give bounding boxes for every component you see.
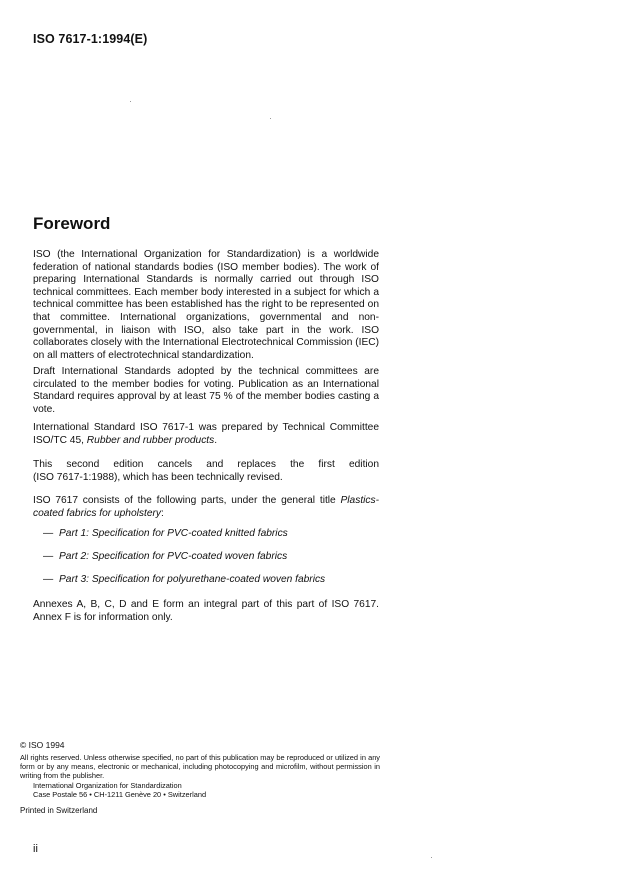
part-title: Part 2: Specification for PVC-coated woven fabrics — [59, 551, 288, 562]
paragraph-parts-intro — [33, 495, 379, 520]
scan-speck — [270, 118, 271, 119]
publisher-address — [33, 781, 393, 799]
general-title: Plastics-coated fabrics for upholstery — [33, 495, 379, 519]
dash-bullet: — — [43, 551, 54, 562]
copyright-notice: © ISO 1994 — [20, 740, 65, 750]
page-number: ii — [33, 843, 38, 855]
paragraph-text: ISO 7617 consists of the following parts, under the general title — [33, 495, 341, 506]
dash-bullet: — — [43, 528, 54, 539]
printed-in: Printed in Switzerland — [20, 806, 98, 815]
committee-title: Rubber and rubber products — [86, 434, 215, 446]
scan-speck — [130, 101, 131, 102]
paragraph-text: . — [214, 434, 218, 446]
paragraph-edition-line1: This second edition cancels and replaces the first edition — [33, 459, 379, 470]
paragraph-prepared-by — [33, 422, 379, 447]
paragraph-iso-intro: ISO (the International Organization for Standardization) is a worldwide federation of national standards bodies (ISO member bodies). The work of preparing International Standards is normally carried out through ISO technical committees. Each member body interested in a subject for which a technical committee has been established has the right to be represented on that committee. International organizations, governmental and non-governmental, in liaison with ISO, also take part in the work. ISO collaborates closely with the International Electrotechnical Commission (IEC) on all matters of electrotechnical standardization. — [33, 249, 379, 361]
paragraph-text: International Standard ISO 7617-1 was prepared by Technical Committee ISO/TC 45, — [33, 422, 379, 446]
list-item — [43, 528, 288, 539]
document-id: ISO 7617-1:1994(E) — [33, 32, 148, 46]
rights-notice: All rights reserved. Unless otherwise specified, no part of this publication may be reproduced or utilized in any form or by any means, electronic or mechanical, including photocopying and microfilm, without permission in writing from the publisher. — [20, 753, 380, 780]
part-title: Part 1: Specification for PVC-coated knitted fabrics — [59, 528, 288, 539]
paragraph-edition-line2: (ISO 7617-1:1988), which has been technically revised. — [33, 472, 283, 483]
postal-address: Case Postale 56 • CH-1211 Genève 20 • Switzerland — [33, 790, 207, 799]
list-item — [43, 574, 325, 585]
list-item — [43, 551, 287, 562]
paragraph-annexes: Annexes A, B, C, D and E form an integral part of this part of ISO 7617. Annex F is for information only. — [33, 599, 379, 623]
scan-speck — [431, 857, 432, 858]
organization-name: International Organization for Standardization — [33, 781, 182, 790]
page-title: Foreword — [33, 214, 111, 233]
part-title: Part 3: Specification for polyurethane-coated woven fabrics — [59, 574, 326, 585]
paragraph-text: : — [160, 507, 164, 519]
dash-bullet: — — [43, 574, 54, 585]
paragraph-draft-standards: Draft International Standards adopted by the technical committees are circulated to the member bodies for voting. Publication as an International Standard requires approval by at least 75 % of the member bodies casting a vote. — [33, 366, 379, 415]
